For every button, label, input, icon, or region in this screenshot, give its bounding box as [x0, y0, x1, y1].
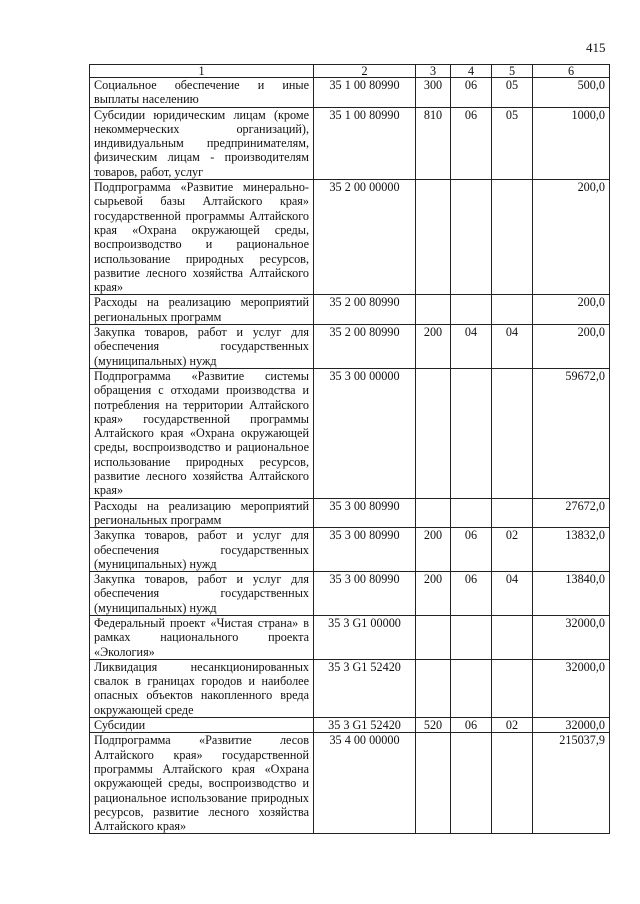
- row-code: 35 3 00 80990: [314, 498, 416, 528]
- row-column-4: 04: [451, 325, 492, 369]
- table-row: [90, 325, 610, 369]
- row-name: Ликвидация несанкционированных свалок в границах городов и наиболее опасных объектов накопленного вреда окружающей среде: [90, 659, 314, 717]
- row-column-5: [492, 659, 533, 717]
- row-column-3: [416, 368, 451, 498]
- row-column-5: [492, 180, 533, 295]
- row-amount: 32000,0: [533, 659, 610, 717]
- row-column-4: [451, 498, 492, 528]
- row-name: Расходы на реализацию мероприятий региональных программ: [90, 295, 314, 325]
- table-row: [90, 180, 610, 295]
- header-row: [90, 65, 610, 78]
- row-column-4: 06: [451, 718, 492, 733]
- row-code: 35 2 00 80990: [314, 295, 416, 325]
- row-column-3: 520: [416, 718, 451, 733]
- budget-table: [89, 64, 610, 834]
- row-code: 35 3 00 80990: [314, 528, 416, 572]
- row-amount: 1000,0: [533, 107, 610, 179]
- row-column-5: [492, 733, 533, 834]
- row-column-3: 200: [416, 572, 451, 616]
- row-column-5: [492, 615, 533, 659]
- row-column-4: 06: [451, 572, 492, 616]
- table-row: [90, 528, 610, 572]
- row-code: 35 4 00 00000: [314, 733, 416, 834]
- row-code: 35 2 00 00000: [314, 180, 416, 295]
- table-row: [90, 718, 610, 733]
- row-column-4: 06: [451, 528, 492, 572]
- column-header-3: 3: [416, 65, 451, 78]
- row-name: Закупка товаров, работ и услуг для обеспечения государственных (муниципальных) нужд: [90, 325, 314, 369]
- row-amount: 27672,0: [533, 498, 610, 528]
- table-row: [90, 78, 610, 108]
- row-amount: 32000,0: [533, 615, 610, 659]
- row-name: Расходы на реализацию мероприятий региональных программ: [90, 498, 314, 528]
- row-column-4: [451, 180, 492, 295]
- row-column-5: 02: [492, 718, 533, 733]
- row-column-5: 05: [492, 107, 533, 179]
- row-column-4: [451, 733, 492, 834]
- row-column-4: [451, 295, 492, 325]
- row-column-5: [492, 295, 533, 325]
- table-row: [90, 368, 610, 498]
- row-code: 35 2 00 80990: [314, 325, 416, 369]
- column-header-2: 2: [314, 65, 416, 78]
- row-name: Федеральный проект «Чистая страна» в рамках национального проекта «Экология»: [90, 615, 314, 659]
- row-code: 35 3 00 80990: [314, 572, 416, 616]
- row-column-3: 200: [416, 325, 451, 369]
- row-column-4: [451, 615, 492, 659]
- column-header-4: 4: [451, 65, 492, 78]
- row-amount: 200,0: [533, 180, 610, 295]
- row-amount: 200,0: [533, 325, 610, 369]
- row-name: Подпрограмма «Развитие минерально-сырьевой базы Алтайского края» государственной программы Алтайского края «Охрана окружающей среды, воспроизводство и рациональное использование природных ресурсов, развитие лесного хозяйства Алтайского края»: [90, 180, 314, 295]
- column-header-5: 5: [492, 65, 533, 78]
- row-column-5: [492, 498, 533, 528]
- row-column-3: 810: [416, 107, 451, 179]
- row-column-5: [492, 368, 533, 498]
- column-header-6: 6: [533, 65, 610, 78]
- row-name: Подпрограмма «Развитие системы обращения с отходами производства и потребления на территории Алтайского края» государственной программы Алтайского края «Охрана окружающей среды, воспроизводство и рациональное использование природных ресурсов, развитие лесного хозяйства Алтайского края»: [90, 368, 314, 498]
- row-column-3: [416, 733, 451, 834]
- row-column-3: [416, 659, 451, 717]
- row-column-5: 04: [492, 325, 533, 369]
- table-row: [90, 572, 610, 616]
- row-code: 35 3 G1 52420: [314, 718, 416, 733]
- row-column-5: 02: [492, 528, 533, 572]
- row-name: Субсидии: [90, 718, 314, 733]
- table-row: [90, 498, 610, 528]
- row-amount: 500,0: [533, 78, 610, 108]
- row-amount: 59672,0: [533, 368, 610, 498]
- row-amount: 13832,0: [533, 528, 610, 572]
- row-code: 35 1 00 80990: [314, 107, 416, 179]
- table-row: [90, 659, 610, 717]
- row-column-4: [451, 659, 492, 717]
- row-name: Закупка товаров, работ и услуг для обеспечения государственных (муниципальных) нужд: [90, 528, 314, 572]
- row-name: Социальное обеспечение и иные выплаты населению: [90, 78, 314, 108]
- table-row: [90, 615, 610, 659]
- table-row: [90, 733, 610, 834]
- row-amount: 32000,0: [533, 718, 610, 733]
- row-column-3: 200: [416, 528, 451, 572]
- row-name: Подпрограмма «Развитие лесов Алтайского края» государственной программы Алтайского края «Охрана окружающей среды, воспроизводство и рациональное использование природных ресурсов, развитие лесного хозяйства Алтайского края»: [90, 733, 314, 834]
- row-column-3: [416, 498, 451, 528]
- row-name: Закупка товаров, работ и услуг для обеспечения государственных (муниципальных) нужд: [90, 572, 314, 616]
- table-row: [90, 295, 610, 325]
- row-code: 35 3 G1 00000: [314, 615, 416, 659]
- row-column-5: 05: [492, 78, 533, 108]
- row-column-4: 06: [451, 78, 492, 108]
- row-column-5: 04: [492, 572, 533, 616]
- row-amount: 13840,0: [533, 572, 610, 616]
- column-header-1: 1: [90, 65, 314, 78]
- row-code: 35 3 G1 52420: [314, 659, 416, 717]
- row-amount: 200,0: [533, 295, 610, 325]
- row-name: Субсидии юридическим лицам (кроме некоммерческих организаций), индивидуальным предпринимателям, физическим лицам - производителям товаров, работ, услуг: [90, 107, 314, 179]
- row-amount: 215037,9: [533, 733, 610, 834]
- row-column-3: [416, 295, 451, 325]
- row-column-3: [416, 615, 451, 659]
- table-row: [90, 107, 610, 179]
- row-column-4: 06: [451, 107, 492, 179]
- row-column-4: [451, 368, 492, 498]
- row-code: 35 3 00 00000: [314, 368, 416, 498]
- page-number: 415: [586, 40, 606, 55]
- row-column-3: [416, 180, 451, 295]
- row-code: 35 1 00 80990: [314, 78, 416, 108]
- row-column-3: 300: [416, 78, 451, 108]
